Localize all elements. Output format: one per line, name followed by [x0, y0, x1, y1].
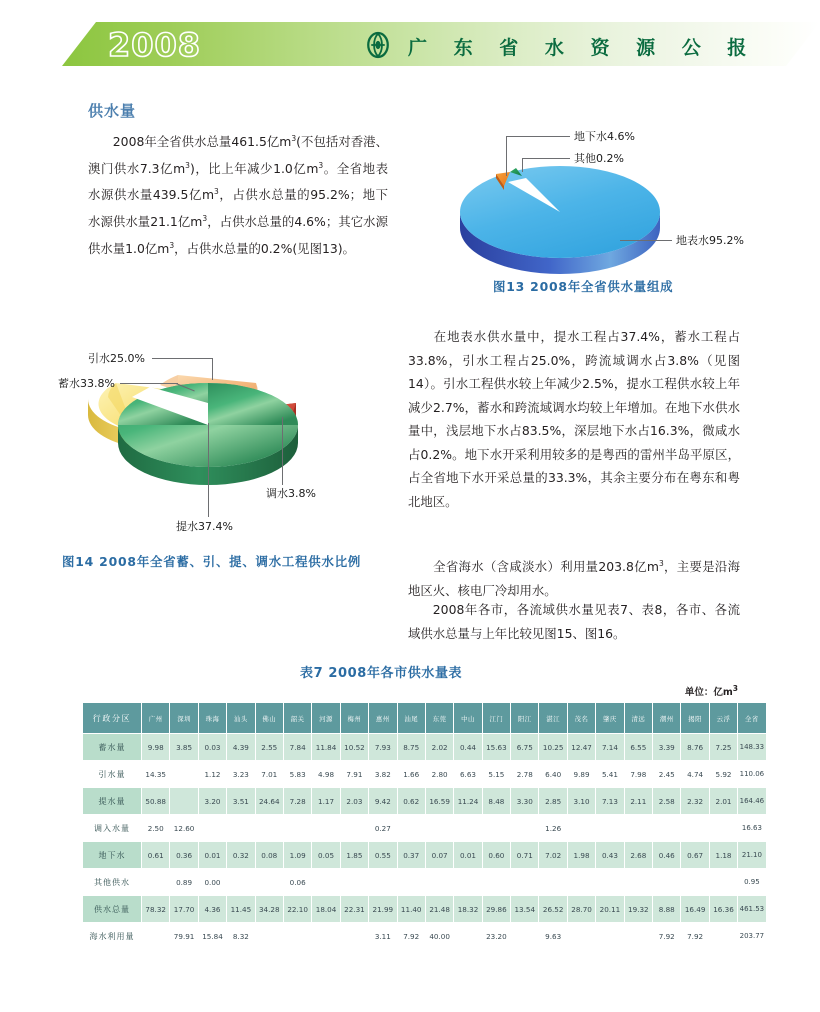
table-cell: 3.23	[227, 761, 254, 787]
banner-year: 2008	[108, 26, 202, 64]
table-row-label: 海水利用量	[83, 923, 141, 949]
table-cell: 5.92	[710, 761, 737, 787]
table-cell: 8.48	[483, 788, 510, 814]
table-cell	[483, 815, 510, 841]
table-cell: 16.59	[426, 788, 453, 814]
table-cell: 40.00	[426, 923, 453, 949]
table-cell: 21.10	[738, 842, 765, 868]
table-cell	[710, 923, 737, 949]
table-cell: 0.03	[199, 734, 226, 760]
table-cell	[681, 869, 708, 895]
table-cell: 0.05	[312, 842, 339, 868]
table-cell: 29.86	[483, 896, 510, 922]
table-row	[83, 788, 766, 814]
table-header-10: 汕尾	[398, 703, 425, 733]
table-header-21: 云浮	[710, 703, 737, 733]
table-cell	[256, 815, 283, 841]
table-cell: 5.41	[596, 761, 623, 787]
table-cell: 21.48	[426, 896, 453, 922]
table-7-title: 表7 2008年各市供水量表	[300, 666, 463, 681]
water-bureau-logo-icon	[363, 30, 393, 60]
table-cell: 3.20	[199, 788, 226, 814]
table-row	[83, 761, 766, 787]
table-cell: 10.25	[539, 734, 566, 760]
table-row-label: 蓄水量	[83, 734, 141, 760]
table-cell: 1.66	[398, 761, 425, 787]
table-cell	[312, 923, 339, 949]
fig14-label-transfer: 调水3.8%	[266, 487, 316, 500]
table-cell	[341, 869, 368, 895]
table-cell: 9.42	[369, 788, 396, 814]
table-cell	[681, 815, 708, 841]
paragraph-table-reference: 2008年各市，各流域供水量见表7、表8，各市、各流域供水总量与上年比较见图15、图16。	[408, 602, 740, 641]
table-cell: 8.75	[398, 734, 425, 760]
table-cell: 2.55	[256, 734, 283, 760]
table-cell: 0.55	[369, 842, 396, 868]
paragraph-seawater-use: 全省海水（含咸淡水）利用量203.8亿$m^3$，主要是沿海地区火、核电厂冷却用水。	[408, 559, 741, 598]
table-cell: 19.32	[625, 896, 652, 922]
leader-line-diversion	[212, 358, 213, 380]
table-7-city-water-supply	[82, 702, 767, 950]
table-cell	[284, 923, 311, 949]
table-cell: 7.02	[539, 842, 566, 868]
table-cell: 16.49	[681, 896, 708, 922]
table-cell	[568, 923, 595, 949]
table-cell	[369, 869, 396, 895]
table-cell: 7.25	[710, 734, 737, 760]
fig13-label-groundwater: 地下水4.6%	[574, 130, 635, 143]
table-cell	[596, 869, 623, 895]
table-cell: 7.92	[398, 923, 425, 949]
table-cell: 18.32	[454, 896, 481, 922]
table-cell: 2.58	[653, 788, 680, 814]
table-cell: 5.83	[284, 761, 311, 787]
table-header-2: 深圳	[170, 703, 197, 733]
table-cell	[511, 923, 538, 949]
table-cell	[426, 815, 453, 841]
table-cell: 164.46	[738, 788, 765, 814]
table-cell	[653, 869, 680, 895]
table-cell	[426, 869, 453, 895]
table-cell: 17.70	[170, 896, 197, 922]
figure-14-pie-chart	[60, 345, 390, 545]
table-cell	[625, 869, 652, 895]
leader-line-groundwater-h	[506, 136, 570, 137]
table-cell	[227, 815, 254, 841]
fig14-label-lift: 提水37.4%	[176, 520, 233, 533]
table-cell: 20.11	[596, 896, 623, 922]
table-cell	[596, 815, 623, 841]
table-cell	[170, 788, 197, 814]
table-cell	[341, 923, 368, 949]
table-cell	[199, 815, 226, 841]
fig14-label-storage: 蓄水33.8%	[58, 377, 115, 390]
table-cell: 22.31	[341, 896, 368, 922]
table-cell	[170, 761, 197, 787]
table-cell: 2.32	[681, 788, 708, 814]
table-cell	[142, 923, 169, 949]
table-cell: 7.92	[653, 923, 680, 949]
table-cell	[256, 923, 283, 949]
table-cell	[312, 815, 339, 841]
table-header-13: 江门	[483, 703, 510, 733]
table-cell: 7.93	[369, 734, 396, 760]
table-cell: 3.39	[653, 734, 680, 760]
table-cell: 15.63	[483, 734, 510, 760]
table-cell: 2.85	[539, 788, 566, 814]
table-row	[83, 869, 766, 895]
table-cell: 78.32	[142, 896, 169, 922]
table-cell	[312, 869, 339, 895]
table-header-20: 揭阳	[681, 703, 708, 733]
table-cell: 7.84	[284, 734, 311, 760]
table-header-4: 汕头	[227, 703, 254, 733]
leader-line-surface-h	[620, 240, 672, 241]
table-row-label: 供水总量	[83, 896, 141, 922]
table-header-12: 中山	[454, 703, 481, 733]
table-cell: 148.33	[738, 734, 765, 760]
table-cell: 203.77	[738, 923, 765, 949]
table-cell: 10.52	[341, 734, 368, 760]
table-cell: 0.06	[284, 869, 311, 895]
leader-line-other	[522, 158, 523, 172]
table-cell: 0.95	[738, 869, 765, 895]
table-cell: 23.20	[483, 923, 510, 949]
fig13-label-surface: 地表水95.2%	[676, 234, 744, 247]
table-row	[83, 815, 766, 841]
table-cell	[710, 815, 737, 841]
table-cell: 11.40	[398, 896, 425, 922]
table-header-5: 佛山	[256, 703, 283, 733]
table-cell: 7.91	[341, 761, 368, 787]
table-cell: 2.11	[625, 788, 652, 814]
table-cell: 2.45	[653, 761, 680, 787]
table-cell: 34.28	[256, 896, 283, 922]
table-cell	[454, 815, 481, 841]
table-cell: 110.06	[738, 761, 765, 787]
table-cell: 7.98	[625, 761, 652, 787]
leader-line-diversion-h	[152, 358, 212, 359]
table-cell: 0.67	[681, 842, 708, 868]
table-cell: 1.98	[568, 842, 595, 868]
table-cell: 8.32	[227, 923, 254, 949]
table-cell	[341, 815, 368, 841]
table-cell: 12.60	[170, 815, 197, 841]
table-row	[83, 734, 766, 760]
table-cell	[398, 815, 425, 841]
table-cell	[284, 815, 311, 841]
table-cell: 4.98	[312, 761, 339, 787]
table-header-6: 韶关	[284, 703, 311, 733]
table-cell: 13.54	[511, 896, 538, 922]
table-cell: 0.89	[170, 869, 197, 895]
table-row-label: 地下水	[83, 842, 141, 868]
table-row-label: 调入水量	[83, 815, 141, 841]
table-cell: 7.14	[596, 734, 623, 760]
table-cell: 12.47	[568, 734, 595, 760]
table-cell: 2.50	[142, 815, 169, 841]
table-cell: 16.63	[738, 815, 765, 841]
table-cell: 11.24	[454, 788, 481, 814]
table-cell: 2.78	[511, 761, 538, 787]
section-heading: 供水量	[88, 102, 137, 120]
table-cell: 15.84	[199, 923, 226, 949]
table-cell	[454, 869, 481, 895]
table-cell: 6.63	[454, 761, 481, 787]
table-header-row	[83, 703, 766, 733]
table-row	[83, 896, 766, 922]
table-cell: 26.52	[539, 896, 566, 922]
table-header-region: 行政分区	[83, 703, 141, 733]
table-cell	[511, 815, 538, 841]
table-cell: 3.82	[369, 761, 396, 787]
table-cell	[256, 869, 283, 895]
table-cell	[710, 869, 737, 895]
table-cell	[625, 815, 652, 841]
table-cell: 0.60	[483, 842, 510, 868]
fig14-label-diversion: 引水25.0%	[88, 352, 145, 365]
table-cell	[539, 869, 566, 895]
publication-title: 广 东 省 水 资 源 公 报	[408, 37, 757, 59]
table-cell: 5.15	[483, 761, 510, 787]
table-cell: 8.76	[681, 734, 708, 760]
table-cell: 2.02	[426, 734, 453, 760]
table-header-9: 惠州	[369, 703, 396, 733]
table-cell: 0.37	[398, 842, 425, 868]
page-header-banner	[0, 22, 820, 66]
table-cell: 0.62	[398, 788, 425, 814]
table-cell: 1.17	[312, 788, 339, 814]
table-cell: 3.51	[227, 788, 254, 814]
table-cell: 50.88	[142, 788, 169, 814]
figure-14-caption: 图14 2008年全省蓄、引、提、调水工程供水比例	[62, 554, 362, 569]
table-cell: 0.32	[227, 842, 254, 868]
figure-13-caption: 图13 2008年全省供水量组成	[493, 279, 674, 294]
table-cell: 0.36	[170, 842, 197, 868]
table-cell: 2.03	[341, 788, 368, 814]
leader-line-transfer	[282, 417, 283, 485]
table-cell: 2.80	[426, 761, 453, 787]
table-cell: 9.89	[568, 761, 595, 787]
table-cell	[596, 923, 623, 949]
table-cell: 6.75	[511, 734, 538, 760]
table-cell: 0.00	[199, 869, 226, 895]
table-cell	[227, 869, 254, 895]
table-header-15: 湛江	[539, 703, 566, 733]
table-cell	[568, 869, 595, 895]
table-7-unit: 单位：亿$m^3$	[684, 684, 738, 699]
table-header-7: 河源	[312, 703, 339, 733]
table-cell: 3.85	[170, 734, 197, 760]
table-cell: 24.64	[256, 788, 283, 814]
table-7-wrapper	[82, 702, 765, 950]
table-cell	[142, 869, 169, 895]
table-cell: 22.10	[284, 896, 311, 922]
table-row-label: 其他供水	[83, 869, 141, 895]
table-cell: 7.01	[256, 761, 283, 787]
table-cell: 1.85	[341, 842, 368, 868]
table-header-8: 梅州	[341, 703, 368, 733]
table-cell: 16.36	[710, 896, 737, 922]
table-header-14: 阳江	[511, 703, 538, 733]
table-row-label: 引水量	[83, 761, 141, 787]
table-cell	[398, 869, 425, 895]
table-row-label: 提水量	[83, 788, 141, 814]
fig13-label-other: 其他0.2%	[574, 152, 624, 165]
table-header-11: 东莞	[426, 703, 453, 733]
table-header-19: 潮州	[653, 703, 680, 733]
table-cell: 7.28	[284, 788, 311, 814]
paragraph-surface-water-breakdown: 在地表水供水量中，提水工程占37.4%，蓄水工程占33.8%，引水工程占25.0%，跨流域调水占3.8%（见图14）。引水工程供水较上年减少2.5%，提水工程供水较上年减少2.7%，蓄水和跨流域调水均较上年增加。在地下水供水量中，浅层地下水占83.5%，深层地下水占16.3%，微咸水占0.2%。地下水开采利用较多的是粤西的雷州半岛平原区，占全省地下水开采总量的33.3%，其余主要分布在粤东和粤北地区。	[408, 329, 740, 509]
table-cell: 4.36	[199, 896, 226, 922]
table-cell: 2.01	[710, 788, 737, 814]
table-cell	[511, 869, 538, 895]
table-cell: 9.63	[539, 923, 566, 949]
table-cell: 3.10	[568, 788, 595, 814]
table-row	[83, 842, 766, 868]
table-cell: 0.43	[596, 842, 623, 868]
table-cell: 6.55	[625, 734, 652, 760]
table-cell	[568, 815, 595, 841]
table-body	[83, 734, 766, 949]
table-cell: 0.71	[511, 842, 538, 868]
table-cell: 11.45	[227, 896, 254, 922]
table-cell: 7.92	[681, 923, 708, 949]
table-cell: 0.27	[369, 815, 396, 841]
table-cell: 1.18	[710, 842, 737, 868]
table-cell: 1.12	[199, 761, 226, 787]
table-cell: 0.01	[199, 842, 226, 868]
table-cell: 0.08	[256, 842, 283, 868]
table-row	[83, 923, 766, 949]
leader-line-groundwater	[506, 136, 507, 176]
table-cell: 461.53	[738, 896, 765, 922]
table-cell: 0.44	[454, 734, 481, 760]
table-cell: 0.61	[142, 842, 169, 868]
table-cell: 3.30	[511, 788, 538, 814]
table-cell: 6.40	[539, 761, 566, 787]
table-cell: 9.98	[142, 734, 169, 760]
table-header-3: 珠海	[199, 703, 226, 733]
table-cell	[653, 815, 680, 841]
leader-line-lift	[208, 423, 209, 517]
table-header-1: 广州	[142, 703, 169, 733]
table-cell	[483, 869, 510, 895]
table-cell: 0.07	[426, 842, 453, 868]
table-header-17: 肇庆	[596, 703, 623, 733]
table-cell: 4.39	[227, 734, 254, 760]
table-header-18: 清远	[625, 703, 652, 733]
table-cell: 3.11	[369, 923, 396, 949]
table-cell	[454, 923, 481, 949]
table-cell: 28.70	[568, 896, 595, 922]
table-header-22: 全省	[738, 703, 765, 733]
paragraph-supply-overview: 2008年全省供水总量461.5亿$m^3$(不包括对香港、澳门供水7.3亿$m^3$)，比上年减少1.0亿$m^3$。全省地表水源供水量439.5亿$m^3$，占供水总量的95.2%；地下水源供水量21.1亿$m^3$，占供水总量的4.6%；其它水源供水量1.0亿$m^3$，占供水总量的0.2%(见图13)。	[88, 134, 389, 256]
leader-line-other-h	[522, 158, 570, 159]
table-cell: 4.74	[681, 761, 708, 787]
table-cell: 1.09	[284, 842, 311, 868]
table-cell	[625, 923, 652, 949]
table-cell: 18.04	[312, 896, 339, 922]
table-cell: 8.88	[653, 896, 680, 922]
table-cell: 2.68	[625, 842, 652, 868]
leader-line-storage	[120, 383, 178, 384]
table-header-16: 茂名	[568, 703, 595, 733]
table-cell: 79.91	[170, 923, 197, 949]
table-cell: 0.46	[653, 842, 680, 868]
table-cell: 11.84	[312, 734, 339, 760]
table-cell: 1.26	[539, 815, 566, 841]
table-cell: 0.01	[454, 842, 481, 868]
table-cell: 7.13	[596, 788, 623, 814]
table-cell: 21.99	[369, 896, 396, 922]
table-cell: 14.35	[142, 761, 169, 787]
